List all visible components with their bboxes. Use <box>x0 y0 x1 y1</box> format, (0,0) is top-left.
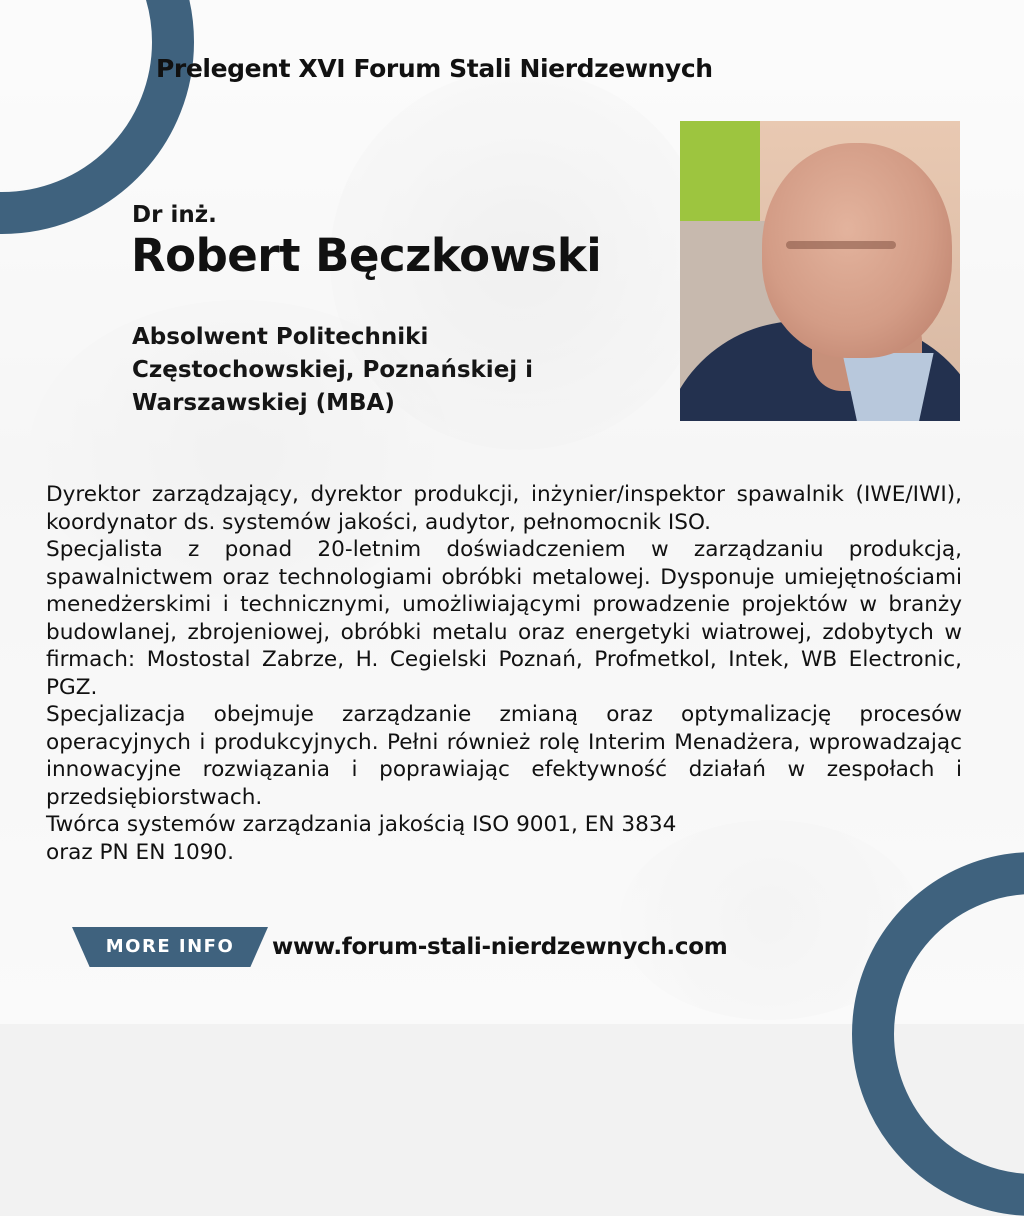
bio-paragraph: Specjalizacja obejmuje zarządzanie zmianą oraz optymalizację procesów operacyjnych i produkcyjnych. Pełni również rolę Interim Menadżera, wprowadzając innowacyjne rozwiązania i poprawiając efektywność działań w zespołach i przedsiębiorstwach. <box>46 702 962 810</box>
bio-paragraph: Twórca systemów zarządzania jakością ISO 9001, EN 3834 <box>46 812 677 837</box>
speaker-photo <box>680 121 960 421</box>
website-link[interactable]: www.forum-stali-nierdzewnych.com <box>272 934 728 960</box>
speaker-bio <box>46 481 962 866</box>
more-info-button[interactable]: MORE INFO <box>105 936 235 957</box>
bio-paragraph: Dyrektor zarządzający, dyrektor produkcji, inżynier/inspektor spawalnik (IWE/IWI), koordynator ds. systemów jakości, audytor, pełnomocnik ISO. <box>46 482 962 535</box>
header-title: Prelegent XVI Forum Stali Nierdzewnych <box>156 54 713 83</box>
speaker-education: Absolwent Politechniki Częstochowskiej, Poznańskiej i Warszawskiej (MBA) <box>132 324 534 416</box>
speaker-name: Robert Bęczkowski <box>131 229 602 282</box>
speaker-title-prefix: Dr inż. <box>132 202 217 228</box>
bio-paragraph: Specjalista z ponad 20-letnim doświadczeniem w zarządzaniu produkcją, spawalnictwem oraz technologiami obróbki metalowej. Dysponuje umiejętnościami menedżerskimi i technicznymi, umożliwiającymi prowadzenie projektów w branży budowlanej, zbrojeniowej, obróbki metalu oraz energetyki wiatrowej, zdobytych w firmach: Mostostal Zabrze, H. Cegielski Poznań, Profmetkol, Intek, WB Electronic, PGZ. <box>46 537 962 700</box>
bio-paragraph: oraz PN EN 1090. <box>46 839 235 865</box>
